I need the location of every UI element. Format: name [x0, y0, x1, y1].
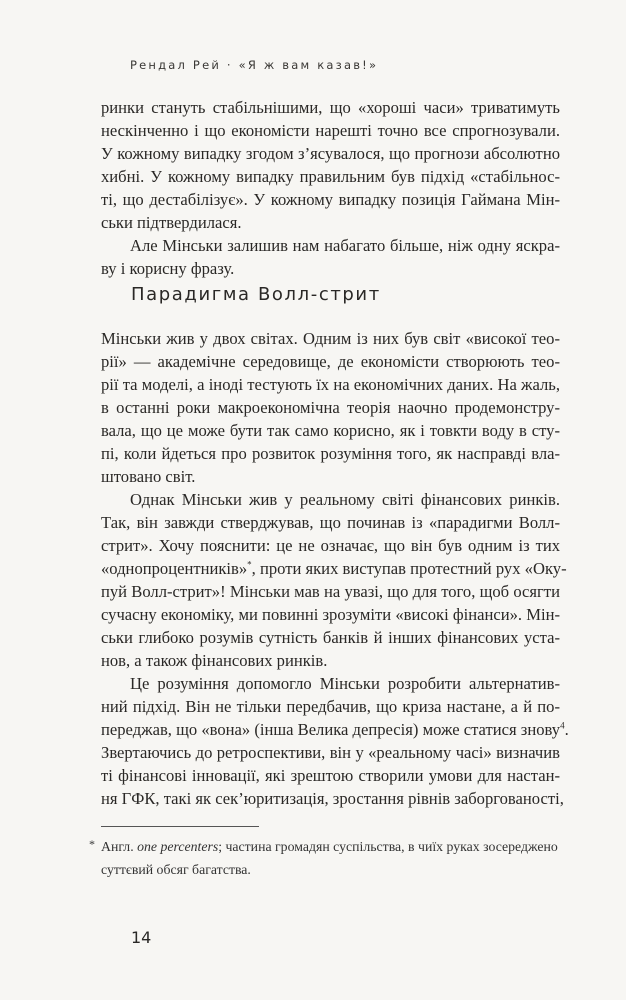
text-line: пі, коли йдеться про розвиток розуміння того, як насправді вла- — [101, 444, 560, 463]
text-line: вала, що це може бути так само корисно, як і товкти воду в сту- — [101, 421, 560, 440]
text-line: Але Мінськи залишив нам набагато більше, ніж одну яскра- — [130, 236, 560, 255]
section-heading: Парадигма Волл-стрит — [131, 284, 381, 305]
text-line: штовано світ. — [101, 467, 196, 486]
text-line: ву і корисну фразу. — [101, 259, 235, 278]
text-line: ринки стануть стабільнішими, що «хороші часи» триватимуть — [101, 98, 560, 117]
text-line: рії» — академічне середовище, де економісти створюють тео- — [101, 352, 560, 371]
footnote — [89, 835, 560, 881]
text-line: Це розуміння допомогло Мінськи розробити альтернатив- — [130, 674, 560, 693]
text-line: ня ГФК, такі як сек’юритизація, зростання рівнів заборгованості, — [101, 789, 564, 808]
running-header: Рендал Рей · «Я ж вам казав!» — [130, 58, 379, 72]
text-line: ськи підтвердилася. — [101, 213, 242, 232]
text-line: ті, що дестабілізує». У кожному випадку позиція Гаймана Мін- — [101, 190, 560, 209]
footnote-line: суттєвий обсяг багатства. — [101, 862, 251, 877]
text-line: сучасну економіку, ми повинні зрозуміти «високі фінанси». Мін- — [101, 605, 560, 624]
text-fragment: «однопроцентників» — [101, 559, 248, 578]
text-line: стрит». Хочу пояснити: це не означає, що він був одним із тих — [101, 536, 560, 555]
text-line: Однак Мінськи жив у реальному світі фінансових ринків. — [130, 490, 560, 509]
text-line: нов, а також фінансових ринків. — [101, 651, 328, 670]
footnote-marker[interactable]: * — [247, 559, 252, 570]
paragraph — [101, 96, 560, 280]
text-line — [101, 557, 567, 580]
text-line: У кожному випадку згодом з’ясувалося, що прогнози абсолютно — [101, 144, 560, 163]
text-line: Звертаючись до ретроспективи, він у «реальному часі» визначив — [101, 743, 560, 762]
endnote-ref[interactable]: 4 — [560, 720, 565, 731]
footnote-term: one percenters — [137, 839, 219, 854]
text-line: хибні. У кожному випадку правильним був підхід «стабільнос- — [101, 167, 560, 186]
text-line: нескінченно і що економісти нарешті точно все спрогнозували. — [101, 121, 560, 140]
footnote-prefix: Англ. — [101, 839, 138, 854]
text-line: Мінськи жив у двох світах. Одним із них був світ «високої тео- — [101, 329, 560, 348]
footnote-line — [101, 835, 560, 858]
text-fragment — [101, 557, 252, 580]
text-line: ськи глибоко розумів сутність банків й інших фінансових уста- — [101, 628, 560, 647]
text-line: рії та моделі, а іноді тестують їх на економічних даних. На жаль, — [101, 375, 560, 394]
text-line: переджав, що «вона» (інша Велика депресія) може статися знову$^4$. — [101, 720, 569, 739]
footnote-text: ; частина громадян суспільства, в чиїх руках зосереджено — [218, 839, 558, 854]
page-number: 14 — [131, 928, 152, 947]
footnote-divider — [101, 826, 259, 827]
text-fragment: переджав, що «вона» (інша Велика депресія) може статися знову — [101, 720, 561, 739]
text-fragment: , проти яких виступав протестний рух «Оку- — [251, 559, 567, 578]
text-line: в останні роки макроекономічна теорія наочно продемонстру- — [101, 398, 560, 417]
text-line: ний підхід. Він не тільки передбачив, що криза настане, а й по- — [101, 697, 560, 716]
text-line: пуй Волл-стрит»! Мінськи мав на увазі, що для того, щоб осягти — [101, 582, 560, 601]
text-line: Так, він завжди стверджував, що починав із «парадигми Волл- — [101, 513, 560, 532]
text-line: ті фінансові інновації, які зрештою створили умови для настан- — [101, 766, 560, 785]
paragraph — [101, 327, 569, 810]
footnote-star: * — [89, 837, 95, 851]
